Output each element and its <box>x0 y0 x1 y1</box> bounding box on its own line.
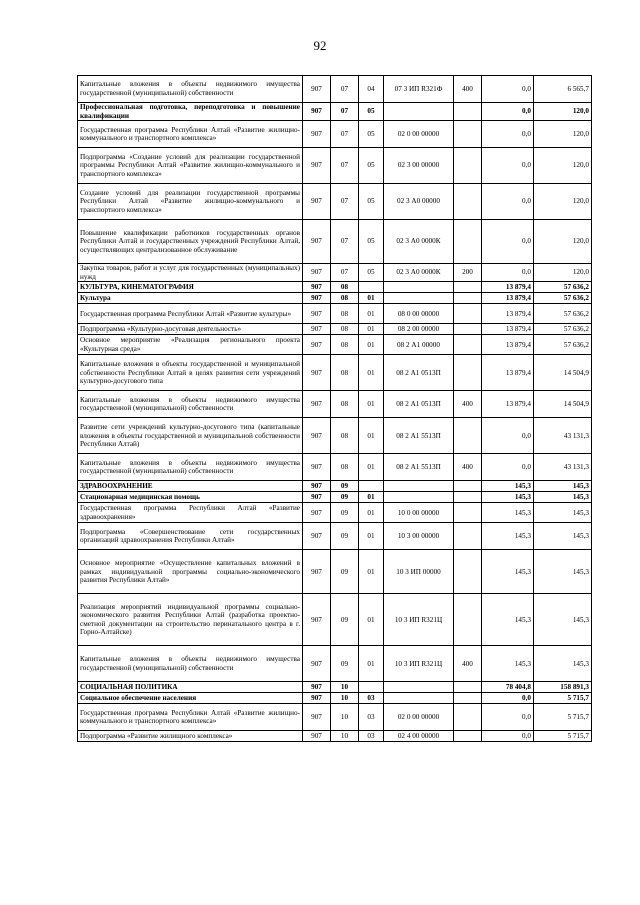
row-target-article: 08 2 А1 5513П <box>384 418 454 454</box>
row-amount-2: 145,3 <box>534 523 592 550</box>
row-amount-1: 145,3 <box>482 503 534 523</box>
row-subsection-code: 05 <box>359 184 384 220</box>
table-row <box>78 646 592 682</box>
row-expense-type <box>454 550 482 594</box>
row-ved-code: 907 <box>303 282 331 293</box>
row-ved-code: 907 <box>303 594 331 646</box>
row-amount-2: 145,3 <box>534 503 592 523</box>
row-amount-2: 57 636,2 <box>534 293 592 304</box>
row-ved-code: 907 <box>303 550 331 594</box>
row-amount-1: 145,3 <box>482 481 534 492</box>
row-expense-type <box>454 293 482 304</box>
row-name: Государственная программа Республики Алтай «Развитие жилищно-коммунального и транспортного комплекса» <box>78 704 303 731</box>
table-row <box>78 682 592 693</box>
row-amount-1: 145,3 <box>482 550 534 594</box>
row-amount-2: 5 715,7 <box>534 704 592 731</box>
row-name: Основное мероприятие «Осуществление капитальных вложений в рамках индивидуальной программы социально-экономического развития Республики Алтай» <box>78 550 303 594</box>
row-amount-1: 13 879,4 <box>482 324 534 335</box>
table-row <box>78 121 592 148</box>
row-expense-type <box>454 282 482 293</box>
row-section-code: 07 <box>331 184 359 220</box>
row-expense-type <box>454 594 482 646</box>
row-amount-2: 120,0 <box>534 184 592 220</box>
table-row <box>78 731 592 742</box>
row-amount-1: 145,3 <box>482 523 534 550</box>
row-subsection-code: 05 <box>359 121 384 148</box>
row-subsection-code: 03 <box>359 704 384 731</box>
row-name: Культура <box>78 293 303 304</box>
row-target-article: 10 3 00 00000 <box>384 523 454 550</box>
row-name: ЗДРАВООХРАНЕНИЕ <box>78 481 303 492</box>
row-amount-2: 5 715,7 <box>534 731 592 742</box>
row-ved-code: 907 <box>303 103 331 121</box>
row-amount-1: 145,3 <box>482 594 534 646</box>
row-target-article: 10 3 ИП 00000 <box>384 550 454 594</box>
row-amount-2: 145,3 <box>534 594 592 646</box>
row-amount-1: 0,0 <box>482 121 534 148</box>
page-number: 92 <box>313 38 327 53</box>
row-ved-code: 907 <box>303 264 331 282</box>
row-amount-1: 78 404,8 <box>482 682 534 693</box>
row-amount-1: 0,0 <box>482 454 534 481</box>
row-target-article: 02 3 А0 0000К <box>384 220 454 264</box>
row-target-article: 08 2 А1 0513П <box>384 355 454 391</box>
row-section-code: 07 <box>331 121 359 148</box>
row-expense-type <box>454 220 482 264</box>
row-subsection-code: 03 <box>359 693 384 704</box>
table-row <box>78 293 592 304</box>
row-subsection-code: 05 <box>359 103 384 121</box>
row-target-article <box>384 481 454 492</box>
table-row <box>78 594 592 646</box>
row-amount-2: 43 131,3 <box>534 418 592 454</box>
row-amount-2: 120,0 <box>534 148 592 184</box>
row-name: Повышение квалификации работников государственных органов Республики Алтай и государственных учреждений Республики Алтай, осуществляющих централизованное обслуживание <box>78 220 303 264</box>
row-section-code: 08 <box>331 391 359 418</box>
row-subsection-code: 01 <box>359 492 384 503</box>
row-subsection-code: 05 <box>359 264 384 282</box>
row-amount-2: 158 891,3 <box>534 682 592 693</box>
row-amount-1: 13 879,4 <box>482 293 534 304</box>
table-row <box>78 550 592 594</box>
row-subsection-code: 01 <box>359 454 384 481</box>
row-subsection-code <box>359 682 384 693</box>
row-section-code: 08 <box>331 355 359 391</box>
row-section-code: 10 <box>331 693 359 704</box>
row-section-code: 07 <box>331 148 359 184</box>
row-section-code: 09 <box>331 492 359 503</box>
table-row <box>78 492 592 503</box>
row-section-code: 10 <box>331 731 359 742</box>
row-target-article: 08 2 А1 0513П <box>384 391 454 418</box>
row-amount-1: 13 879,4 <box>482 391 534 418</box>
row-amount-1: 13 879,4 <box>482 304 534 324</box>
row-amount-2: 145,3 <box>534 492 592 503</box>
row-name: Государственная программа Республики Алтай «Развитие культуры» <box>78 304 303 324</box>
row-expense-type <box>454 704 482 731</box>
row-expense-type: 400 <box>454 76 482 103</box>
row-expense-type: 400 <box>454 391 482 418</box>
row-target-article: 10 0 00 00000 <box>384 503 454 523</box>
row-target-article <box>384 492 454 503</box>
row-amount-1: 0,0 <box>482 731 534 742</box>
row-target-article: 02 0 00 00000 <box>384 704 454 731</box>
table-row <box>78 76 592 103</box>
row-section-code: 07 <box>331 103 359 121</box>
row-section-code: 09 <box>331 550 359 594</box>
row-subsection-code: 05 <box>359 220 384 264</box>
row-target-article: 08 2 А1 5513П <box>384 454 454 481</box>
row-subsection-code: 01 <box>359 293 384 304</box>
table-row <box>78 481 592 492</box>
row-target-article: 08 2 00 00000 <box>384 324 454 335</box>
row-ved-code: 907 <box>303 646 331 682</box>
table-row <box>78 148 592 184</box>
row-name: Закупка товаров, работ и услуг для государственных (муниципальных) нужд <box>78 264 303 282</box>
table-row <box>78 704 592 731</box>
row-ved-code: 907 <box>303 523 331 550</box>
row-section-code: 07 <box>331 264 359 282</box>
row-subsection-code: 01 <box>359 304 384 324</box>
row-ved-code: 907 <box>303 454 331 481</box>
row-section-code: 09 <box>331 646 359 682</box>
row-expense-type <box>454 121 482 148</box>
row-target-article: 02 3 00 00000 <box>384 148 454 184</box>
row-expense-type <box>454 503 482 523</box>
table-row <box>78 523 592 550</box>
table-row <box>78 103 592 121</box>
row-ved-code: 907 <box>303 492 331 503</box>
row-section-code: 07 <box>331 220 359 264</box>
row-amount-2: 120,0 <box>534 264 592 282</box>
row-section-code: 08 <box>331 293 359 304</box>
table-row <box>78 184 592 220</box>
row-expense-type: 400 <box>454 454 482 481</box>
row-subsection-code: 05 <box>359 148 384 184</box>
row-amount-1: 13 879,4 <box>482 355 534 391</box>
budget-table <box>77 75 592 742</box>
row-ved-code: 907 <box>303 220 331 264</box>
row-amount-1: 0,0 <box>482 693 534 704</box>
row-expense-type <box>454 184 482 220</box>
row-name: Подпрограмма «Создание условий для реализации государственной программы Республики Алтай «Развитие жилищно-коммунального и транспортного комплекса» <box>78 148 303 184</box>
row-expense-type <box>454 693 482 704</box>
row-ved-code: 907 <box>303 391 331 418</box>
row-ved-code: 907 <box>303 682 331 693</box>
row-name: Профессиональная подготовка, переподготовка и повышение квалификации <box>78 103 303 121</box>
row-amount-2: 57 636,2 <box>534 282 592 293</box>
row-ved-code: 907 <box>303 704 331 731</box>
row-expense-type <box>454 355 482 391</box>
row-ved-code: 907 <box>303 184 331 220</box>
table-row <box>78 264 592 282</box>
row-amount-2: 5 715,7 <box>534 693 592 704</box>
row-amount-1: 0,0 <box>482 264 534 282</box>
row-subsection-code: 04 <box>359 76 384 103</box>
row-section-code: 10 <box>331 704 359 731</box>
row-amount-1: 0,0 <box>482 103 534 121</box>
row-ved-code: 907 <box>303 304 331 324</box>
row-expense-type: 200 <box>454 264 482 282</box>
row-subsection-code: 01 <box>359 418 384 454</box>
row-amount-1: 0,0 <box>482 184 534 220</box>
row-section-code: 08 <box>331 324 359 335</box>
row-name: Реализация мероприятий индивидуальной программы социально-экономического развития Республики Алтай (разработка проектно-сметной документации на строительство перинатального центра в г. Горно-Алтайске) <box>78 594 303 646</box>
row-amount-2: 145,3 <box>534 646 592 682</box>
table-row <box>78 282 592 293</box>
row-name: Государственная программа Республики Алтай «Развитие здравоохранения» <box>78 503 303 523</box>
row-target-article: 08 0 00 00000 <box>384 304 454 324</box>
row-amount-2: 145,3 <box>534 550 592 594</box>
row-name: Подпрограмма «Культурно-досуговая деятельность» <box>78 324 303 335</box>
row-target-article: 08 2 А1 00000 <box>384 335 454 355</box>
row-amount-1: 0,0 <box>482 76 534 103</box>
row-subsection-code: 01 <box>359 594 384 646</box>
row-amount-2: 120,0 <box>534 121 592 148</box>
row-amount-2: 14 504,9 <box>534 355 592 391</box>
row-subsection-code: 01 <box>359 355 384 391</box>
row-target-article <box>384 293 454 304</box>
row-ved-code: 907 <box>303 503 331 523</box>
row-ved-code: 907 <box>303 355 331 391</box>
row-expense-type <box>454 418 482 454</box>
row-section-code: 08 <box>331 282 359 293</box>
row-target-article: 07 3 ИП R321Ф <box>384 76 454 103</box>
row-target-article <box>384 682 454 693</box>
row-ved-code: 907 <box>303 418 331 454</box>
row-expense-type <box>454 148 482 184</box>
row-section-code: 08 <box>331 304 359 324</box>
row-ved-code: 907 <box>303 324 331 335</box>
row-section-code: 09 <box>331 594 359 646</box>
row-ved-code: 907 <box>303 293 331 304</box>
table-row <box>78 220 592 264</box>
row-section-code: 09 <box>331 503 359 523</box>
row-name: СОЦИАЛЬНАЯ ПОЛИТИКА <box>78 682 303 693</box>
row-amount-1: 0,0 <box>482 220 534 264</box>
row-amount-2: 57 636,2 <box>534 304 592 324</box>
row-ved-code: 907 <box>303 335 331 355</box>
row-target-article: 10 3 ИП R321Ц <box>384 646 454 682</box>
row-section-code: 08 <box>331 418 359 454</box>
row-amount-1: 145,3 <box>482 492 534 503</box>
row-expense-type <box>454 103 482 121</box>
row-subsection-code: 01 <box>359 646 384 682</box>
row-expense-type: 400 <box>454 646 482 682</box>
row-expense-type <box>454 481 482 492</box>
row-name: Подпрограмма «Развитие жилищного комплекса» <box>78 731 303 742</box>
table-row <box>78 454 592 481</box>
row-amount-2: 120,0 <box>534 220 592 264</box>
row-name: Капитальные вложения в объекты недвижимого имущества государственной (муниципальной) собственности <box>78 646 303 682</box>
row-expense-type <box>454 492 482 503</box>
row-subsection-code: 01 <box>359 335 384 355</box>
row-ved-code: 907 <box>303 148 331 184</box>
row-amount-2: 14 504,9 <box>534 391 592 418</box>
row-name: Государственная программа Республики Алтай «Развитие жилищно-коммунального и транспортного комплекса» <box>78 121 303 148</box>
row-expense-type <box>454 682 482 693</box>
row-amount-2: 43 131,3 <box>534 454 592 481</box>
row-subsection-code: 01 <box>359 324 384 335</box>
row-section-code: 10 <box>331 682 359 693</box>
row-target-article <box>384 693 454 704</box>
row-expense-type <box>454 304 482 324</box>
row-amount-1: 0,0 <box>482 704 534 731</box>
table-row <box>78 304 592 324</box>
row-name: Капитальные вложения в объекты государственной и муниципальной собственности Республики Алтай в целях развития сети учреждений культурно-досугового типа <box>78 355 303 391</box>
row-target-article: 02 3 А0 0000К <box>384 264 454 282</box>
row-section-code: 07 <box>331 76 359 103</box>
row-subsection-code <box>359 481 384 492</box>
table-row <box>78 324 592 335</box>
row-ved-code: 907 <box>303 121 331 148</box>
row-subsection-code: 01 <box>359 503 384 523</box>
row-target-article: 02 4 00 00000 <box>384 731 454 742</box>
table-row <box>78 355 592 391</box>
row-amount-1: 13 879,4 <box>482 282 534 293</box>
row-amount-1: 13 879,4 <box>482 335 534 355</box>
row-subsection-code: 03 <box>359 731 384 742</box>
row-ved-code: 907 <box>303 76 331 103</box>
row-amount-2: 6 565,7 <box>534 76 592 103</box>
row-amount-2: 57 636,2 <box>534 324 592 335</box>
table-row <box>78 418 592 454</box>
row-name: Развитие сети учреждений культурно-досугового типа (капитальные вложения в объекты государственной и муниципальной собственности Республики Алтай) <box>78 418 303 454</box>
row-name: Капитальные вложения в объекты недвижимого имущества государственной (муниципальной) собственности <box>78 454 303 481</box>
table-row <box>78 503 592 523</box>
table-row <box>78 693 592 704</box>
row-name: Основное мероприятие «Реализация регионального проекта «Культурная среда» <box>78 335 303 355</box>
row-section-code: 08 <box>331 454 359 481</box>
row-section-code: 08 <box>331 335 359 355</box>
row-target-article <box>384 282 454 293</box>
row-target-article: 02 3 А0 00000 <box>384 184 454 220</box>
row-section-code: 09 <box>331 523 359 550</box>
row-subsection-code <box>359 282 384 293</box>
row-subsection-code: 01 <box>359 391 384 418</box>
row-ved-code: 907 <box>303 693 331 704</box>
row-target-article: 02 0 00 00000 <box>384 121 454 148</box>
row-expense-type <box>454 335 482 355</box>
row-name: Стационарная медицинская помощь <box>78 492 303 503</box>
table-row <box>78 335 592 355</box>
row-name: Подпрограмма «Совершенствование сети государственных организаций здравоохранения Республики Алтай» <box>78 523 303 550</box>
row-amount-1: 0,0 <box>482 418 534 454</box>
row-ved-code: 907 <box>303 481 331 492</box>
row-target-article: 10 3 ИП R321Ц <box>384 594 454 646</box>
row-expense-type <box>454 731 482 742</box>
row-name: Капитальные вложения в объекты недвижимого имущества государственной (муниципальной) собственности <box>78 391 303 418</box>
table-row <box>78 391 592 418</box>
row-name: Создание условий для реализации государственной программы Республики Алтай «Развитие жилищно-коммунального и транспортного комплекса» <box>78 184 303 220</box>
row-name: КУЛЬТУРА, КИНЕМАТОГРАФИЯ <box>78 282 303 293</box>
row-name: Социальное обеспечение населения <box>78 693 303 704</box>
row-amount-2: 120,0 <box>534 103 592 121</box>
row-name: Капитальные вложения в объекты недвижимого имущества государственной (муниципальной) собственности <box>78 76 303 103</box>
row-subsection-code: 01 <box>359 523 384 550</box>
budget-table-body <box>78 76 592 742</box>
row-amount-1: 0,0 <box>482 148 534 184</box>
row-expense-type <box>454 324 482 335</box>
row-amount-1: 145,3 <box>482 646 534 682</box>
row-section-code: 09 <box>331 481 359 492</box>
row-amount-2: 145,3 <box>534 481 592 492</box>
row-target-article <box>384 103 454 121</box>
row-amount-2: 57 636,2 <box>534 335 592 355</box>
row-subsection-code: 01 <box>359 550 384 594</box>
row-ved-code: 907 <box>303 731 331 742</box>
row-expense-type <box>454 523 482 550</box>
